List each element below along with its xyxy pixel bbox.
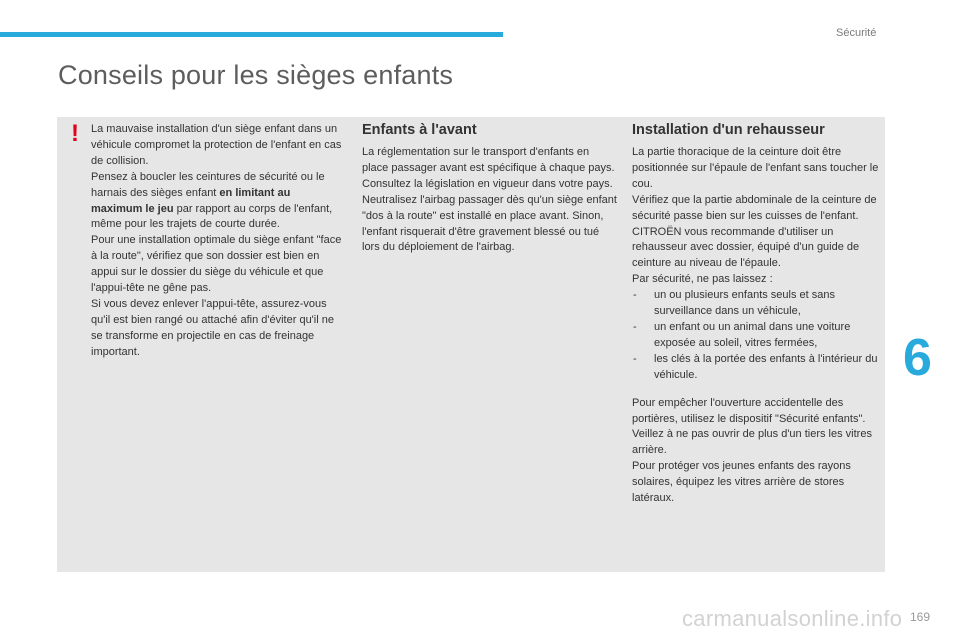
header-accent-bar xyxy=(0,32,503,37)
booster-text-safety: Par sécurité, ne pas laissez : xyxy=(632,273,773,286)
page-number: 169 xyxy=(910,610,931,624)
warning-text-collision: La mauvaise installation d'un siège enfant dans un véhicule compromet la protection de l'enfant en cas de collision. xyxy=(91,123,342,167)
booster-text-recommendation: CITROËN vous recommande d'utiliser un rehausseur avec dossier, équipé d'un guide de ceinture au niveau de l'épaule. xyxy=(632,225,860,270)
front-seat-text-airbag: Neutralisez l'airbag passager dès qu'un siège enfant "dos à la route" est installé en place avant. Sinon, l'enfant risquerait d'être gravement blessé ou tué lors du déploiement de l'airbag. xyxy=(362,193,617,254)
list-item: - un ou plusieurs enfants seuls et sans surveillance dans un véhicule, xyxy=(632,288,882,320)
booster-text-windows: Veillez à ne pas ouvrir de plus d'un tiers les vitres arrière. xyxy=(632,428,872,457)
booster-text-blinds: Pour protéger vos jeunes enfants des rayons solaires, équipez les vitres arrière de stores latéraux. xyxy=(632,460,851,505)
booster-text-abdominal: Vérifiez que la partie abdominale de la ceinture de sécurité passe bien sur les cuisses de l'enfant. xyxy=(632,193,877,222)
warning-text-belts: Pensez à boucler les ceintures de sécurité ou le harnais des sièges enfant en limitant au maximum le jeu par rapport au corps de l'enfant, même pour les trajets de courte durée. xyxy=(91,170,333,231)
list-item: - les clés à la portée des enfants à l'intérieur du véhicule. xyxy=(632,352,882,384)
warning-column xyxy=(91,122,343,361)
booster-text-thoracic: La partie thoracique de la ceinture doit être positionnée sur l'épaule de l'enfant sans toucher le cou. xyxy=(632,146,879,190)
list-item: - un enfant ou un animal dans une voiture exposée au soleil, vitres fermées, xyxy=(632,320,882,352)
warning-text-forward: Pour une installation optimale du siège enfant "face à la route", vérifiez que son dossier est bien en appui sur le dossier du siège du véhicule et que l'appui-tête ne gêne pas. xyxy=(91,234,342,295)
front-seat-column xyxy=(362,122,618,256)
section-label: Sécurité xyxy=(836,27,877,39)
exclamation-icon: ! xyxy=(71,120,79,147)
booster-column xyxy=(632,122,882,507)
booster-heading: Installation d'un rehausseur xyxy=(632,122,825,138)
safety-list xyxy=(632,288,882,383)
page-title: Conseils pour les sièges enfants xyxy=(58,60,454,90)
watermark: carmanualsonline.info xyxy=(682,606,903,631)
front-seat-heading: Enfants à l'avant xyxy=(362,122,477,138)
chapter-number: 6 xyxy=(903,329,932,387)
emphasis-text: en limitant au maximum le jeu xyxy=(91,186,291,215)
front-seat-text-regulation: La réglementation sur le transport d'enfants en place passager avant est spécifique à chaque pays. Consultez la législation en vigueur dans votre pays. xyxy=(362,146,615,190)
warning-text-headrest: Si vous devez enlever l'appui-tête, assurez-vous qu'il est bien rangé ou attaché afin d'éviter qu'il ne se transforme en projectile en cas de freinage important. xyxy=(91,297,334,358)
booster-text-child-lock: Pour empêcher l'ouverture accidentelle des portières, utilisez le dispositif "Sécurité enfants". xyxy=(632,396,866,425)
